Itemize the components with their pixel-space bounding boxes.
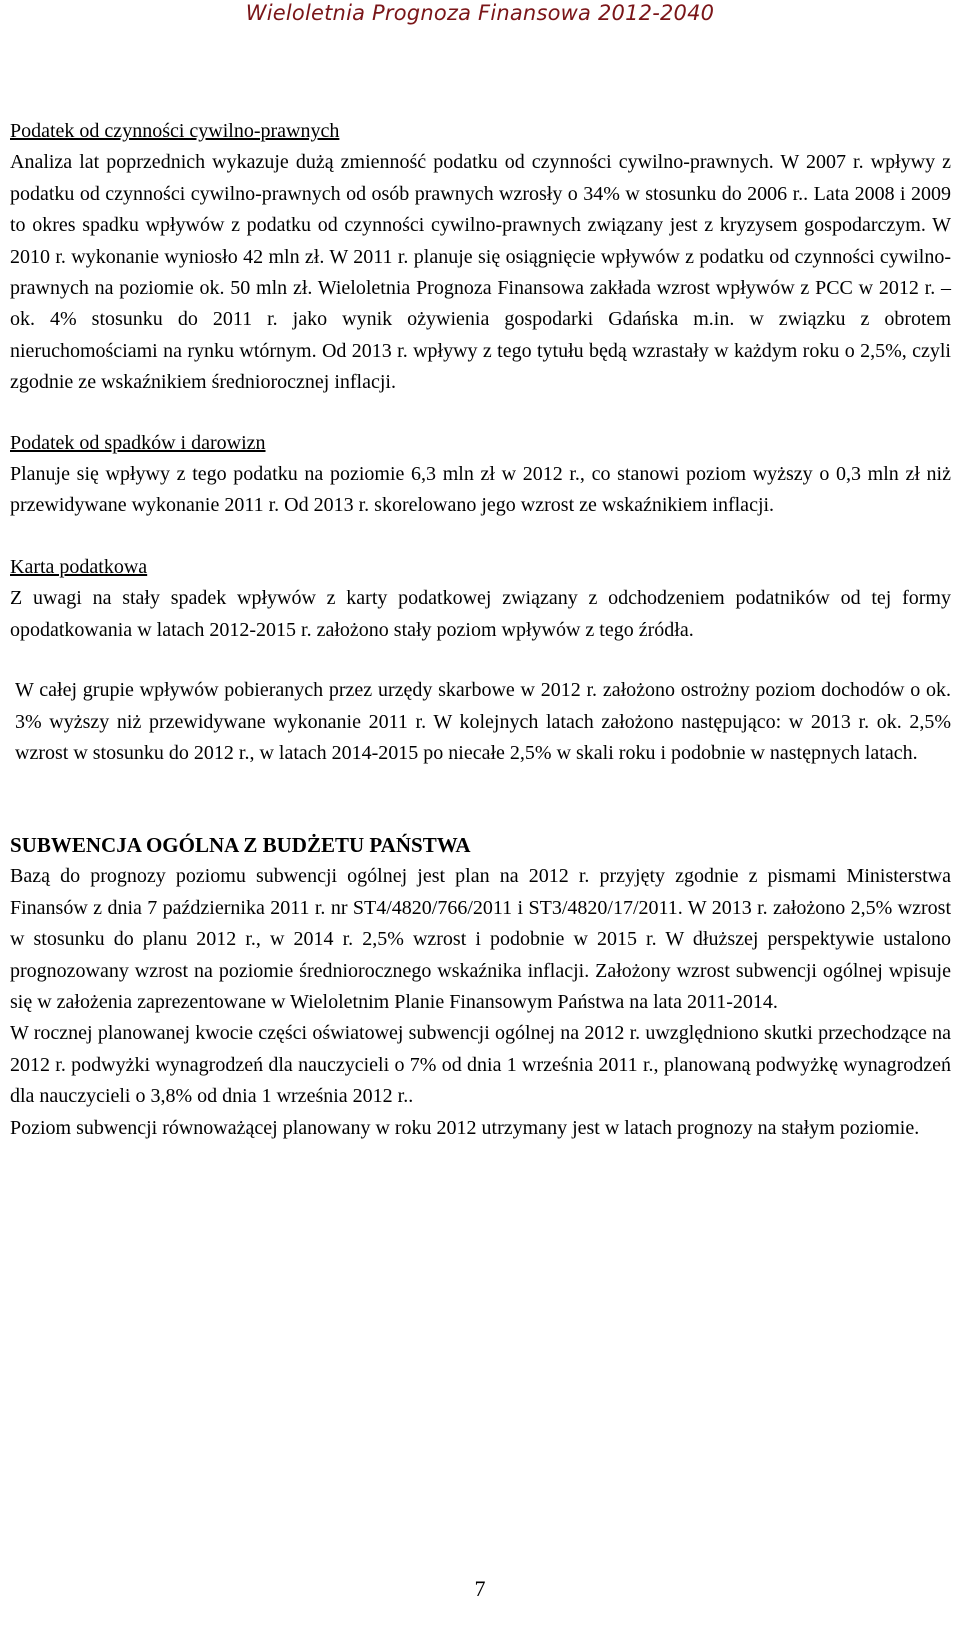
section-inheritance-tax	[10, 428, 951, 522]
section-tax-card	[10, 552, 951, 646]
page-number: 7	[474, 1576, 486, 1601]
section-title-tax-card: Karta podatkowa	[10, 555, 148, 578]
running-header: Wieloletnia Prognoza Finansowa 2012-2040	[245, 1, 715, 25]
section-general-subsidy	[10, 829, 951, 1144]
paragraph-subsidy-balancing: Poziom subwencji równoważącej planowany w roku 2012 utrzymany jest w latach prognozy na stałym poziomie.	[10, 1116, 920, 1139]
paragraph-inheritance-tax: Planuje się wpływy z tego podatku na poziomie 6,3 mln zł w 2012 r., co stanowi poziom wyższy o 0,3 mln zł niż przewidywane wykonanie 2011 r. Od 2013 r. skorelowano jego wzrost ze wskaźnikiem inflacji.	[10, 463, 951, 517]
section-pcc-tax	[10, 116, 951, 399]
section-tax-office-group	[10, 675, 951, 769]
paragraph-subsidy-education: W rocznej planowanej kwocie części oświatowej subwencji ogólnej na 2012 r. uwzględniono skutki przechodzące na 2012 r. podwyżki wynagrodzeń dla nauczycieli o 7% od dnia 1 września 2011 r., planowaną podwyżkę wynagrodzeń dla nauczycieli o 3,8% od dnia 1 września 2012 r..	[10, 1022, 951, 1108]
paragraph-pcc-tax: Analiza lat poprzednich wykazuje dużą zmienność podatku od czynności cywilno-prawnych. W 2007 r. wpływy z podatku od czynności cywilno-prawnych od osób prawnych wzrosły o 34% w stosunku do 2006 r.. Lata 2008 i 2009 to okres spadku wpływów z podatku od czynności cywilno-prawnych związany jest z kryzysem gospodarczym. W 2010 r. wykonanie wyniosło 42 mln zł. W 2011 r. planuje się osiągnięcie wpływów z podatku od czynności cywilno-prawnych na poziomie ok. 50 mln zł. Wieloletnia Prognoza Finansowa zakłada wzrost wpływów z PCC w 2012 r. – ok. 4% stosunku do 2011 r. jako wynik ożywienia gospodarki Gdańska m.in. w związku z obrotem nieruchomościami na rynku wtórnym. Od 2013 r. wpływy z tego tytułu będą wzrastały w każdym roku o 2,5%, czyli zgodnie ze wskaźnikiem średniorocznej inflacji.	[10, 151, 951, 394]
paragraph-tax-office-group: W całej grupie wpływów pobieranych przez urzędy skarbowe w 2012 r. założono ostrożny poziom dochodów o ok. 3% wyższy niż przewidywane wykonanie 2011 r. W kolejnych latach założono następująco: w 2013 r. ok. 2,5% wzrost w stosunku do 2012 r., w latach 2014-2015 po niecałe 2,5% w skali roku i podobnie w następnych latach.	[15, 679, 951, 764]
heading-general-subsidy: SUBWENCJA OGÓLNA Z BUDŻETU PAŃSTWA	[10, 833, 471, 858]
paragraph-subsidy-basis: Bazą do prognozy poziomu subwencji ogólnej jest plan na 2012 r. przyjęty zgodnie z pismami Ministerstwa Finansów z dnia 7 października 2011 r. nr ST4/4820/766/2011 i ST3/4820/17/2011. W 2013 r. założono 2,5% wzrost w stosunku do planu 2012 r., w 2014 r. 2,5% wzrost i podobnie w 2015 r. W dłuższej perspektywie ustalono prognozowany wzrost na poziomie średniorocznego wskaźnika inflacji. Założony wzrost subwencji ogólnej wpisuje się w założenia zaprezentowane w Wieloletnim Planie Finansowym Państwa na lata 2011-2014.	[10, 865, 951, 1013]
document-body	[10, 116, 951, 1144]
section-title-inheritance-tax: Podatek od spadków i darowizn	[10, 431, 266, 454]
section-title-pcc-tax: Podatek od czynności cywilno-prawnych	[10, 120, 340, 142]
paragraph-tax-card: Z uwagi na stały spadek wpływów z karty podatkowej związany z odchodzeniem podatników od tej formy opodatkowania w latach 2012-2015 r. założono stały poziom wpływów z tego źródła.	[10, 587, 951, 641]
